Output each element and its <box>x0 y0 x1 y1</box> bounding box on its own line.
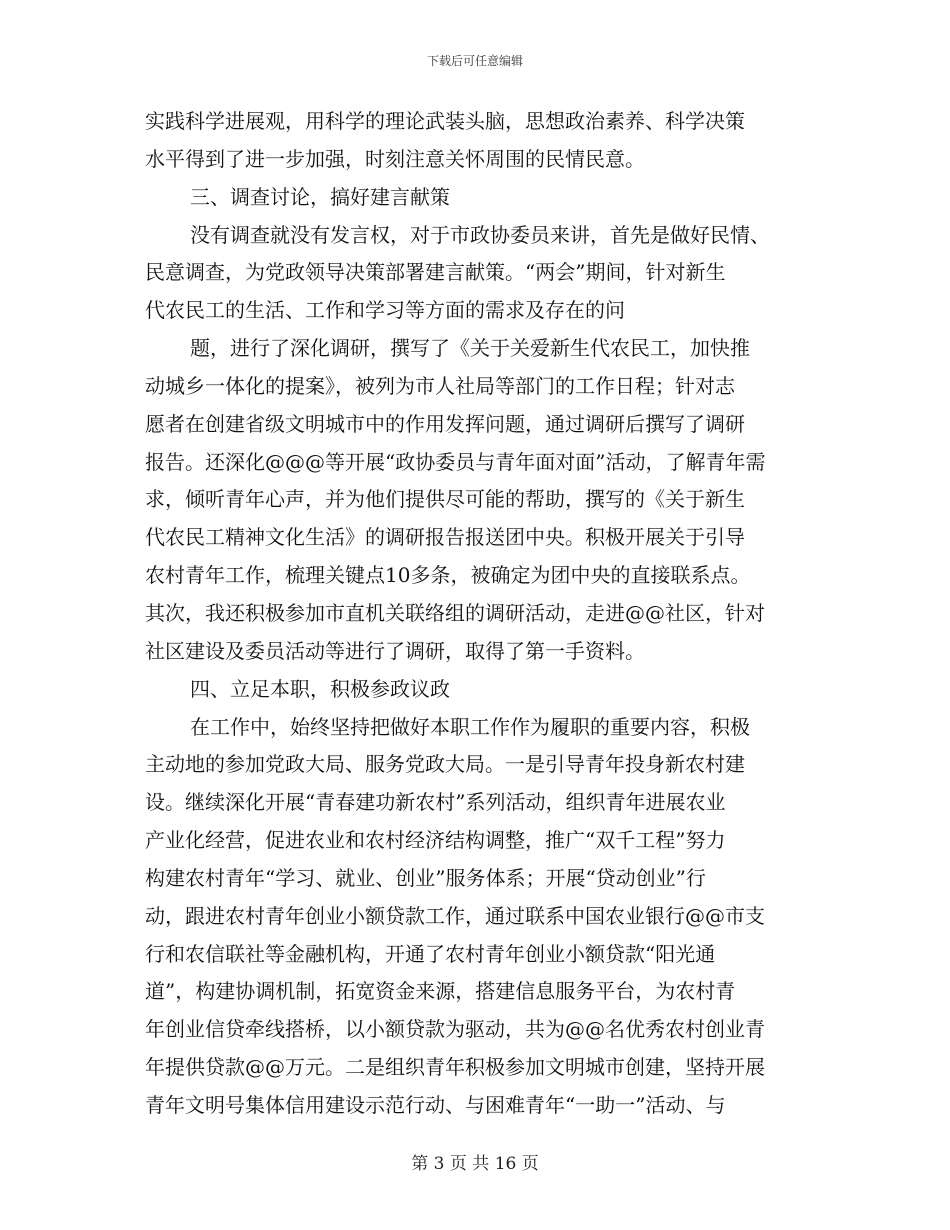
text-line: 年创业信贷牵线搭桥，以小额贷款为驱动，共为@@名优秀农村创业青 <box>145 1017 765 1042</box>
text-line: 主动地的参加党政大局、服务党政大局。一是引导青年投身新农村建 <box>145 752 745 777</box>
text-line: 社区建设及委员活动等进行了调研，取得了第一手资料。 <box>145 638 645 663</box>
text-line: 代农民工的生活、工作和学习等方面的需求及存在的问 <box>145 298 625 323</box>
text-line: 民意调查，为党政领导决策部署建言献策。“两会”期间，针对新生 <box>145 260 726 285</box>
document-body <box>145 103 815 1125</box>
text-line: 代农民工精神文化生活》的调研报告报送团中央。积极开展关于引导 <box>145 525 745 550</box>
text-line: 没有调查就没有发言权，对于市政协委员来讲，首先是做好民情、 <box>190 222 770 247</box>
text-line: 四、立足本职，积极参政议政 <box>190 676 450 701</box>
text-line: 三、调查讨论，搞好建言献策 <box>190 184 450 209</box>
text-line: 在工作中，始终坚持把做好本职工作作为履职的重要内容，积极 <box>190 714 750 739</box>
text-line: 愿者在创建省级文明城市中的作用发挥问题，通过调研后撰写了调研 <box>145 411 745 436</box>
text-line: 报告。还深化@@@等开展“政协委员与青年面对面”活动，了解青年需 <box>145 449 766 474</box>
text-line: 水平得到了进一步加强，时刻注意关怀周围的民情民意。 <box>145 146 645 171</box>
text-line: 求，倾听青年心声，并为他们提供尽可能的帮助，撰写的《关于新生 <box>145 487 745 512</box>
text-line: 设。继续深化开展“青春建功新农村”系列活动，组织青年进展农业 <box>145 790 726 815</box>
text-line: 农村青年工作，梳理关键点10多条，被确定为团中央的直接联系点。 <box>145 563 751 588</box>
text-line: 题，进行了深化调研，撰写了《关于关爱新生代农民工，加快推 <box>190 336 750 361</box>
text-line: 实践科学进展观，用科学的理论武装头脑，思想政治素养、科学决策 <box>145 109 745 133</box>
text-line: 动，跟进农村青年创业小额贷款工作，通过联系中国农业银行@@市支 <box>145 903 765 928</box>
text-line: 产业化经营，促进农业和农村经济结构调整，推广“双千工程”努力 <box>145 828 726 853</box>
text-line: 构建农村青年“学习、就业、创业”服务体系；开展“贷动创业”行 <box>145 865 706 890</box>
text-line: 青年文明号集体信用建设示范行动、与困难青年“一助一”活动、与 <box>145 1092 726 1117</box>
text-line: 道”，构建协调机制，拓宽资金来源，搭建信息服务平台，为农村青 <box>145 979 736 1004</box>
text-line: 年提供贷款@@万元。二是组织青年积极参加文明城市创建，坚持开展 <box>145 1055 765 1080</box>
text-line: 动城乡一体化的提案》，被列为市人社局等部门的工作日程；针对志 <box>145 373 735 398</box>
text-line: 行和农信联社等金融机构，开通了农村青年创业小额贷款“阳光通 <box>145 941 716 966</box>
text-line: 其次，我还积极参加市直机关联络组的调研活动，走进@@社区，针对 <box>145 600 765 625</box>
page-header: 下载后可任意编辑 <box>426 54 523 68</box>
page-number-footer: 第 3 页 共 16 页 <box>411 1154 539 1174</box>
